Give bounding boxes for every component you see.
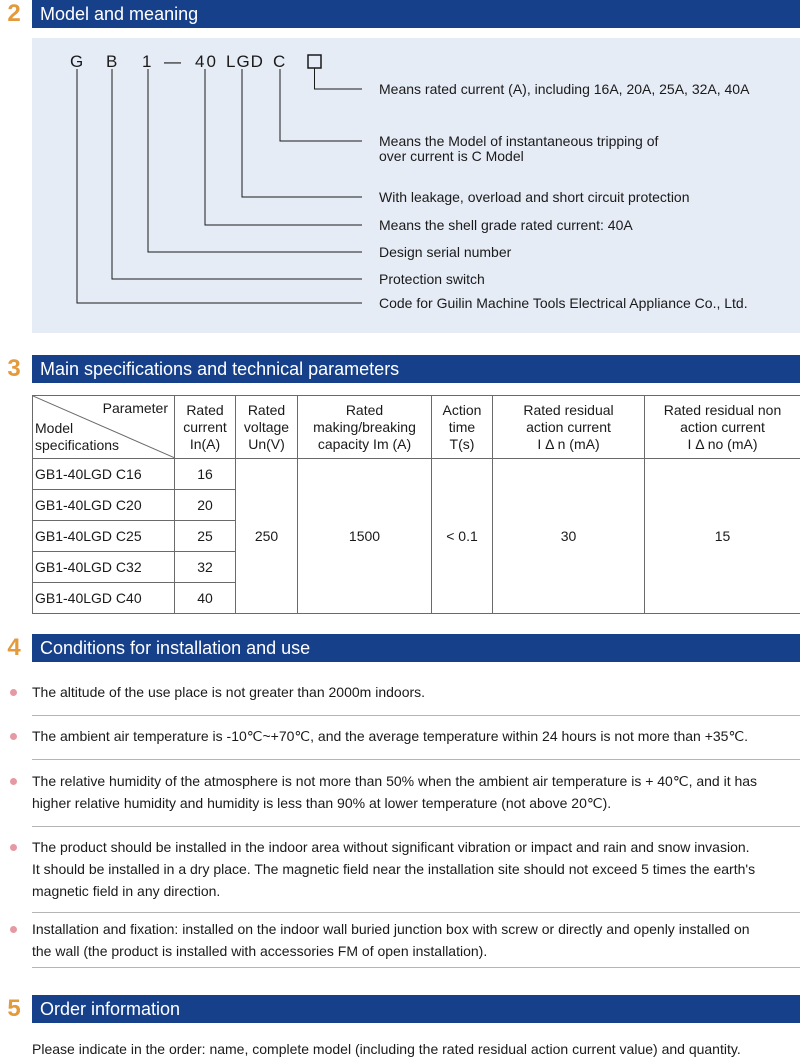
- corner-model: Model specifications: [35, 420, 120, 453]
- divider: [32, 759, 800, 760]
- divider: [32, 967, 800, 968]
- bullet-icon: [10, 926, 17, 933]
- bullet-icon: [10, 689, 17, 696]
- section-title: Order information: [32, 995, 800, 1023]
- model-letter-b: B: [106, 52, 118, 71]
- model-letter-lgd: LGD: [226, 52, 264, 71]
- cell-model: GB1-40LGD C25: [33, 521, 175, 552]
- bullet-icon: [10, 733, 17, 740]
- cell-non-action: 15: [645, 459, 800, 614]
- corner-header: [33, 396, 175, 459]
- table-header-row: [33, 396, 800, 459]
- table-row: [33, 459, 800, 490]
- divider: [32, 826, 800, 827]
- model-code-diagram: [32, 38, 800, 333]
- cell-action-time: < 0.1: [432, 459, 493, 614]
- section-header-specs: [0, 355, 800, 383]
- cell-current: 32: [175, 552, 236, 583]
- cell-voltage: 250: [236, 459, 298, 614]
- model-letter-c: C: [273, 52, 286, 71]
- header-rated-voltage: Rated voltage Un(V): [236, 396, 298, 459]
- list-item-installation: [0, 918, 800, 970]
- list-item-environment: [0, 836, 800, 914]
- header-residual-action: Rated residual action current I Δ n (mA): [493, 396, 645, 459]
- section-title: Model and meaning: [32, 0, 800, 28]
- section-title: Main specifications and technical parameters: [32, 355, 800, 383]
- header-residual-non-action: Rated residual non action current I Δ no (mA): [645, 396, 800, 459]
- condition-text: Installation and fixation: installed on the indoor wall buried junction box with screw or directly and openly installed on the wall (the product is installed with accessories FM of open installation).: [32, 921, 750, 959]
- condition-text: The relative humidity of the atmosphere is not more than 50% when the ambient air temperature is + 40℃, and it has higher relative humidity and humidity is less than 90% at lower temperature (not above 20℃).: [32, 773, 758, 811]
- list-item-temperature: [0, 725, 800, 763]
- cell-model: GB1-40LGD C20: [33, 490, 175, 521]
- cell-capacity: 1500: [298, 459, 432, 614]
- cell-current: 20: [175, 490, 236, 521]
- cell-model: GB1-40LGD C40: [33, 583, 175, 614]
- cell-current: 25: [175, 521, 236, 552]
- section-header-order: [0, 995, 800, 1023]
- cell-current: 16: [175, 459, 236, 490]
- section-number: 5: [0, 995, 28, 1023]
- list-item-altitude: [0, 681, 800, 719]
- meaning-shell-grade: Means the shell grade rated current: 40A: [379, 217, 633, 233]
- bullet-icon: [10, 778, 17, 785]
- corner-parameter: Parameter: [102, 400, 168, 416]
- order-instructions: Please indicate in the order: name, complete model (including the rated residual action current value) and quantity.: [32, 1041, 741, 1057]
- header-rated-current: Rated current In(A): [175, 396, 236, 459]
- meaning-c-model-2: over current is C Model: [379, 148, 524, 164]
- condition-text: The ambient air temperature is -10℃~+70℃, and the average temperature within 24 hours is not more than +35℃.: [32, 728, 749, 744]
- meaning-protection: Protection switch: [379, 271, 485, 287]
- model-letter-g: G: [70, 52, 84, 71]
- list-item-humidity: [0, 770, 800, 826]
- model-letter-dash: —: [164, 52, 181, 71]
- meaning-manufacturer: Code for Guilin Machine Tools Electrical Appliance Co., Ltd.: [379, 295, 748, 311]
- bullet-icon: [10, 844, 17, 851]
- condition-text: The altitude of the use place is not greater than 2000m indoors.: [32, 684, 426, 700]
- section-number: 3: [0, 355, 28, 383]
- meaning-serial: Design serial number: [379, 244, 512, 260]
- divider: [32, 715, 800, 716]
- blank-box-icon: [308, 55, 321, 68]
- section-title: Conditions for installation and use: [32, 634, 800, 662]
- meaning-lgd: With leakage, overload and short circuit protection: [379, 189, 690, 205]
- section-number: 4: [0, 634, 28, 662]
- model-letter-40: 40: [195, 52, 218, 71]
- condition-text: The product should be installed in the indoor area without significant vibration or impact and rain and snow invasion. It should be installed in a dry place. The magnetic field near the installation site should not exceed 5 times the earth's magnetic field in any direction.: [32, 839, 756, 899]
- header-capacity: Rated making/breaking capacity Im (A): [298, 396, 432, 459]
- model-letter-1: 1: [142, 52, 152, 71]
- cell-residual: 30: [493, 459, 645, 614]
- meaning-rated-current: Means rated current (A), including 16A, 20A, 25A, 32A, 40A: [379, 81, 750, 97]
- section-header-conditions: [0, 634, 800, 662]
- model-meaning-panel: [32, 38, 800, 333]
- cell-model: GB1-40LGD C16: [33, 459, 175, 490]
- divider: [32, 912, 800, 913]
- cell-current: 40: [175, 583, 236, 614]
- section-header-model: [0, 0, 800, 28]
- cell-model: GB1-40LGD C32: [33, 552, 175, 583]
- header-action-time: Action time T(s): [432, 396, 493, 459]
- section-number: 2: [0, 0, 28, 28]
- spec-table: [32, 395, 800, 614]
- meaning-c-model-1: Means the Model of instantaneous tripping of: [379, 133, 659, 149]
